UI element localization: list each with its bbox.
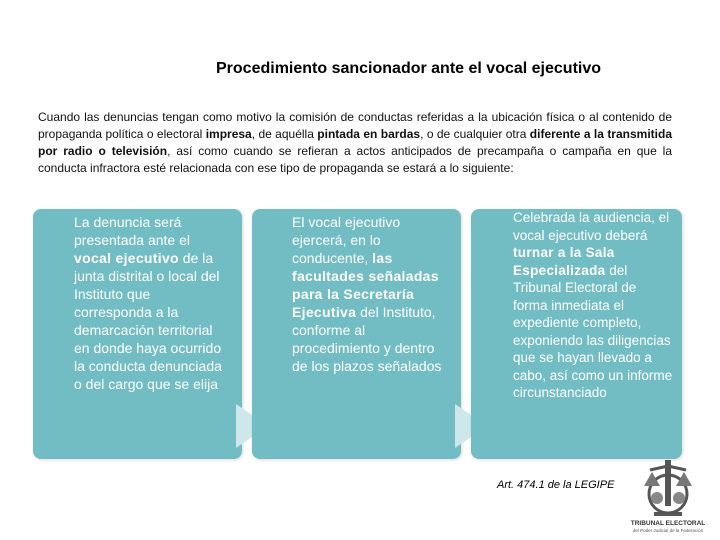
emphasis-text: diferente a la transmitida por radio o televisión xyxy=(38,127,672,158)
text-segment: Celebrada la audiencia, el vocal ejecutivo deberá xyxy=(513,210,670,243)
step-card-3 xyxy=(471,209,682,459)
text-segment: , o de cualquier otra xyxy=(420,127,530,141)
step-card-1 xyxy=(33,209,242,459)
text-segment: de la junta distrital o local del Instituto que corresponda a la demarcación territorial en donde haya ocurrido la conducta denunciada o del cargo que se elija xyxy=(74,250,222,392)
legal-citation: Art. 474.1 de la LEGIPE xyxy=(497,479,615,491)
emphasis-text: vocal ejecutivo xyxy=(74,250,179,266)
logo-subtitle: del Poder Judicial de la Federación xyxy=(632,528,704,533)
text-segment: , de aquélla xyxy=(251,127,318,141)
text-segment: del Tribunal Electoral de forma inmediata el expediente completo, exponiendo las diligencias que se hayan llevado a cabo, así como un informe circunstanciado xyxy=(513,262,673,400)
emphasis-text: las facultades señaladas para la Secretaría Ejecutiva xyxy=(292,250,439,320)
emphasis-text: turnar a la Sala Especializada xyxy=(513,245,615,278)
intro-paragraph xyxy=(38,109,672,177)
text-segment: La denuncia será presentada ante el xyxy=(74,214,190,248)
step-card-2 xyxy=(252,209,461,459)
emphasis-text: pintada en bardas xyxy=(317,127,421,141)
emphasis-text: impresa xyxy=(205,127,252,141)
logo-name: TRIBUNAL ELECTORAL xyxy=(630,520,706,527)
page-title: Procedimiento sancionador ante el vocal ejecutivo xyxy=(216,60,602,77)
text-segment: Cuando las denuncias tengan como motivo la comisión de conductas referidas a la ubicación física o al contenido de propaganda política o electoral xyxy=(38,110,672,141)
text-segment: , así como cuando se refieran a actos anticipados de precampaña o campaña en que la conducta infractora esté relacionada con ese tipo de propaganda se estará a lo siguiente: xyxy=(38,144,672,175)
tribunal-electoral-logo-icon xyxy=(628,458,708,536)
step-text-3 xyxy=(513,209,673,402)
text-segment: del Instituto, conforme al procedimiento y dentro de los plazos señalados xyxy=(292,304,442,374)
step-text-1 xyxy=(74,213,226,393)
text-segment: El vocal ejecutivo ejercerá, en lo conducente, xyxy=(292,214,401,266)
step-text-2 xyxy=(292,213,450,375)
